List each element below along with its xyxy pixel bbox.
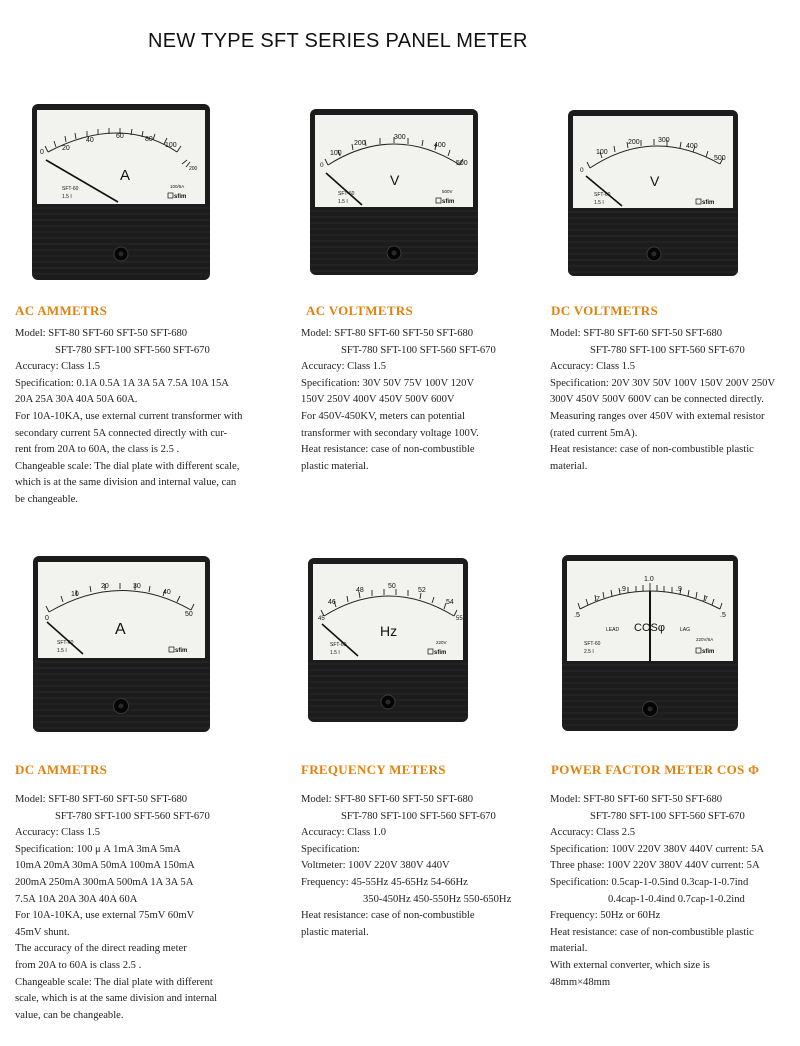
ac-voltmeter-scale-300: 300 bbox=[394, 134, 406, 141]
spec-line: plastic material. bbox=[301, 460, 369, 472]
ac-ammeter-scale-40: 40 bbox=[86, 137, 94, 144]
frequency-meter-scale-48: 48 bbox=[356, 587, 364, 594]
frequency-meter-brand-logo: sfim bbox=[434, 650, 447, 656]
ac-ammeter-brand-logo: sfim bbox=[174, 194, 187, 200]
power-factor-lead-label: LEAD bbox=[606, 627, 620, 633]
spec-line: Model: SFT-80 SFT-60 SFT-50 SFT-680 bbox=[550, 328, 723, 339]
spec-line: For 450V-450KV, meters can potential bbox=[301, 410, 465, 422]
dc-ammeter-scale-20: 20 bbox=[101, 583, 109, 590]
spec-line: Specification: 20V 30V 50V 100V 150V 200V 250V bbox=[550, 377, 776, 389]
spec-line: Model: SFT-80 SFT-60 SFT-50 SFT-680 bbox=[550, 794, 723, 805]
dc-ammeter-scale-10: 10 bbox=[71, 591, 79, 598]
power-factor-meter-heading: POWER FACTOR METER COS Φ bbox=[551, 762, 760, 777]
spec-line: Accuracy: Class 1.5 bbox=[15, 361, 101, 373]
spec-line: 48mm×48mm bbox=[550, 976, 611, 988]
ac-ammeter-scale-60: 60 bbox=[116, 133, 124, 140]
dc-voltmeter-scale-100: 100 bbox=[596, 149, 608, 156]
spec-line: 7.5A 10A 20A 30A 40A 60A bbox=[15, 893, 138, 905]
spec-line: Accuracy: Class 1.0 bbox=[301, 827, 387, 839]
frequency-meters-heading: FREQUENCY METERS bbox=[301, 762, 446, 777]
spec-line: plastic material. bbox=[301, 926, 369, 938]
power-factor-scale-lead-05: .5 bbox=[574, 612, 580, 619]
spec-line: Specification: 30V 50V 75V 100V 120V bbox=[301, 377, 475, 389]
frequency-meter-scale-55: 55 bbox=[456, 616, 463, 622]
spec-line: transformer with secondary voltage 100V. bbox=[301, 427, 479, 439]
dc-ammeter-model-mark: SFT-60 bbox=[57, 640, 74, 646]
ac-voltmeter-scale-100: 100 bbox=[330, 150, 342, 157]
ac-voltmeter-scale-200: 200 bbox=[354, 140, 366, 147]
frequency-meter-class-mark: 1.5 I bbox=[330, 650, 340, 656]
spec-line: Accuracy: Class 1.5 bbox=[301, 361, 387, 373]
spec-line: SFT-780 SFT-100 SFT-560 SFT-670 bbox=[341, 344, 496, 356]
spec-line: Accuracy: Class 2.5 bbox=[550, 827, 636, 839]
spec-line: value, can be changeable. bbox=[15, 1009, 124, 1021]
spec-line: Three phase: 100V 220V 380V 440V current: 5A bbox=[550, 860, 760, 872]
power-factor-lag-label: LAG bbox=[680, 627, 691, 633]
spec-line: SFT-780 SFT-100 SFT-560 SFT-670 bbox=[55, 810, 210, 822]
ac-voltmeter-scale-500: 500 bbox=[456, 160, 468, 167]
dc-voltmeter-class-mark: 1.5 I bbox=[594, 200, 604, 206]
spec-line: Heat resistance: case of non-combustible plastic bbox=[550, 926, 754, 938]
ac-ammeter-image bbox=[32, 104, 210, 280]
ac-ammeter-scale-200: 200 bbox=[189, 166, 198, 172]
spec-line: Specification: bbox=[301, 843, 360, 855]
spec-line: Voltmeter: 100V 220V 380V 440V bbox=[301, 860, 450, 872]
ac-ammeters-heading: AC AMMETRS bbox=[15, 303, 108, 318]
power-factor-model-mark: SFT-60 bbox=[584, 641, 601, 647]
spec-line: scale, which is at the same division and internal bbox=[15, 993, 218, 1005]
frequency-meter-scale-45: 45 bbox=[318, 616, 325, 622]
power-factor-brand-logo: sfim bbox=[702, 649, 715, 655]
dc-voltmeter-scale-500: 500 bbox=[714, 155, 726, 162]
dc-voltmeter-model-mark: SFT-60 bbox=[594, 192, 611, 198]
ac-ammeter-scale-100: 100 bbox=[165, 142, 177, 149]
dc-ammeters-heading: DC AMMETRS bbox=[15, 762, 108, 777]
ac-ammeter-unit-symbol: A bbox=[120, 167, 131, 184]
spec-line: For 10A-10KA, use external 75mV 60mV bbox=[15, 910, 195, 922]
dc-voltmeter-scale-200: 200 bbox=[628, 139, 640, 146]
spec-line: SFT-780 SFT-100 SFT-560 SFT-670 bbox=[55, 344, 210, 356]
spec-line: Model: SFT-80 SFT-60 SFT-50 SFT-680 bbox=[301, 328, 474, 339]
dc-ammeter-class-mark: 1.5 I bbox=[57, 648, 67, 654]
power-factor-scale-lead-07: .7 bbox=[594, 596, 600, 603]
spec-line: Model: SFT-80 SFT-60 SFT-50 SFT-680 bbox=[301, 794, 474, 805]
dc-ammeters-description bbox=[15, 792, 217, 1024]
dc-ammeter-scale-40: 40 bbox=[163, 589, 171, 596]
spec-line: (rated current 5mA). bbox=[550, 427, 638, 439]
power-factor-scale-unity: 1.0 bbox=[644, 576, 654, 583]
spec-line: For 10A-10KA, use external current transformer with bbox=[15, 410, 243, 422]
dc-voltmeter-image bbox=[568, 110, 738, 276]
power-factor-unit-symbol: COSφ bbox=[634, 622, 665, 634]
frequency-meter-image bbox=[308, 558, 468, 722]
dc-voltmeter-scale-400: 400 bbox=[686, 143, 698, 150]
power-factor-scale-lead-09: .9 bbox=[620, 586, 626, 593]
dc-ammeter-brand-logo: sfim bbox=[175, 648, 188, 654]
ac-ammeter-model-mark: SFT-60 bbox=[62, 186, 79, 192]
power-factor-meter-description bbox=[550, 792, 764, 991]
spec-line: 10mA 20mA 30mA 50mA 100mA 150mA bbox=[15, 860, 195, 872]
ac-voltmeter-brand-logo: sfim bbox=[442, 199, 455, 205]
spec-line: With external converter, which size is bbox=[550, 959, 710, 971]
frequency-meter-scale-46: 46 bbox=[328, 599, 336, 606]
dc-ammeter-scale-50: 50 bbox=[185, 611, 193, 618]
spec-line: SFT-780 SFT-100 SFT-560 SFT-670 bbox=[590, 344, 745, 356]
spec-line: be changeable. bbox=[15, 493, 78, 505]
spec-line: 20A 25A 30A 40A 50A 60A. bbox=[15, 394, 138, 406]
spec-line: Specification: 100 μ A 1mA 3mA 5mA bbox=[15, 843, 181, 855]
spec-line: Model: SFT-80 SFT-60 SFT-50 SFT-680 bbox=[15, 328, 188, 339]
spec-line: 45mV shunt. bbox=[15, 926, 70, 938]
spec-line: 150V 250V 400V 450V 500V 600V bbox=[301, 394, 455, 406]
power-factor-class-mark: 2.5 I bbox=[584, 649, 594, 655]
dc-voltmeter-unit-symbol: V bbox=[650, 173, 660, 189]
frequency-meter-model-mark: SFT-60 bbox=[330, 642, 347, 648]
spec-line: Specification: 0.5cap-1-0.5ind 0.3cap-1-0.7ind bbox=[550, 876, 749, 888]
spec-line: Frequency: 45-55Hz 45-65Hz 54-66Hz bbox=[301, 876, 468, 888]
power-factor-rating: 220V/5A bbox=[696, 637, 714, 642]
spec-line: The accuracy of the direct reading meter bbox=[15, 943, 187, 955]
frequency-meter-rating: 220V bbox=[436, 640, 447, 645]
spec-line: 300V 450V 500V 600V can be connected directly. bbox=[550, 394, 764, 406]
spec-line: Heat resistance: case of non-combustible bbox=[301, 910, 475, 922]
spec-line: Specification: 0.1A 0.5A 1A 3A 5A 7.5A 10A 15A bbox=[15, 377, 229, 389]
dc-ammeter-scale-30: 30 bbox=[133, 583, 141, 590]
spec-line: 0.4cap-1-0.4ind 0.7cap-1-0.2ind bbox=[608, 893, 745, 905]
ac-ammeter-scale-0: 0 bbox=[40, 149, 44, 156]
frequency-meter-scale-54: 54 bbox=[446, 599, 454, 606]
ac-voltmeter-scale-400: 400 bbox=[434, 142, 446, 149]
spec-line: Model: SFT-80 SFT-60 SFT-50 SFT-680 bbox=[15, 794, 188, 805]
ac-voltmeter-scale-0: 0 bbox=[320, 162, 324, 169]
ac-ammeter-rating: 100/5A bbox=[170, 184, 185, 189]
dc-ammeter-unit-symbol: A bbox=[115, 621, 126, 638]
ac-voltmeter-unit-symbol: V bbox=[390, 172, 400, 188]
spec-line: which is at the same division and internal value, can bbox=[15, 477, 237, 489]
spec-line: 200mA 250mA 300mA 500mA 1A 3A 5A bbox=[15, 876, 194, 888]
dc-voltmeter-scale-300: 300 bbox=[658, 137, 670, 144]
dc-voltmeters-description bbox=[550, 326, 775, 475]
spec-line: Changeable scale: The dial plate with different scale, bbox=[15, 460, 240, 472]
spec-line: Accuracy: Class 1.5 bbox=[550, 361, 636, 373]
spec-line: Specification: 100V 220V 380V 440V current: 5A bbox=[550, 843, 765, 855]
spec-line: Frequency: 50Hz or 60Hz bbox=[550, 910, 661, 922]
ac-voltmeters-description bbox=[301, 326, 496, 475]
ac-voltmeter-class-mark: 1.5 I bbox=[338, 199, 348, 205]
frequency-meters-description bbox=[301, 792, 511, 941]
spec-line: material. bbox=[550, 943, 588, 955]
spec-line: 350-450Hz 450-550Hz 550-650Hz bbox=[363, 893, 512, 905]
spec-line: material. bbox=[550, 460, 588, 472]
ac-ammeters-description bbox=[15, 326, 242, 509]
spec-line: Heat resistance: case of non-combustible bbox=[301, 444, 475, 456]
ac-ammeter-class-mark: 1.5 I bbox=[62, 194, 72, 200]
dc-voltmeters-heading: DC VOLTMETRS bbox=[551, 303, 659, 318]
dc-ammeter-scale-0: 0 bbox=[45, 615, 49, 622]
spec-line: Measuring ranges over 450V with extemal resistor bbox=[550, 410, 765, 422]
dc-voltmeter-scale-0: 0 bbox=[580, 167, 584, 174]
power-factor-scale-lag-07: .7 bbox=[702, 596, 708, 603]
frequency-meter-scale-50: 50 bbox=[388, 583, 396, 590]
ac-voltmeter-rating: 500V bbox=[442, 189, 453, 194]
spec-line: rent from 20A to 60A, the class is 2.5 . bbox=[15, 444, 180, 456]
power-factor-scale-lag-05: .5 bbox=[720, 612, 726, 619]
spec-line: secondary current 5A connected directly with cur- bbox=[15, 427, 228, 439]
dc-voltmeter-brand-logo: sfim bbox=[702, 200, 715, 206]
power-factor-scale-lag-09: .9 bbox=[676, 586, 682, 593]
spec-line: SFT-780 SFT-100 SFT-560 SFT-670 bbox=[341, 810, 496, 822]
ac-voltmeter-model-mark: SFT-60 bbox=[338, 191, 355, 197]
spec-line: from 20A to 60A is class 2.5 . bbox=[15, 959, 142, 971]
ac-voltmeters-heading: AC VOLTMETRS bbox=[306, 303, 414, 318]
dc-ammeter-image bbox=[33, 556, 210, 732]
spec-line: Accuracy: Class 1.5 bbox=[15, 827, 101, 839]
spec-line: Heat resistance: case of non-combustible plastic bbox=[550, 444, 754, 456]
frequency-meter-unit-symbol: Hz bbox=[380, 623, 398, 639]
ac-ammeter-scale-20: 20 bbox=[62, 145, 70, 152]
frequency-meter-scale-52: 52 bbox=[418, 587, 426, 594]
power-factor-meter-image bbox=[562, 555, 738, 731]
spec-line: SFT-780 SFT-100 SFT-560 SFT-670 bbox=[590, 810, 745, 822]
page-title: NEW TYPE SFT SERIES PANEL METER bbox=[148, 30, 528, 52]
ac-ammeter-scale-80: 80 bbox=[145, 136, 153, 143]
spec-line: Changeable scale: The dial plate with different bbox=[15, 976, 213, 988]
ac-voltmeter-image bbox=[310, 109, 478, 275]
